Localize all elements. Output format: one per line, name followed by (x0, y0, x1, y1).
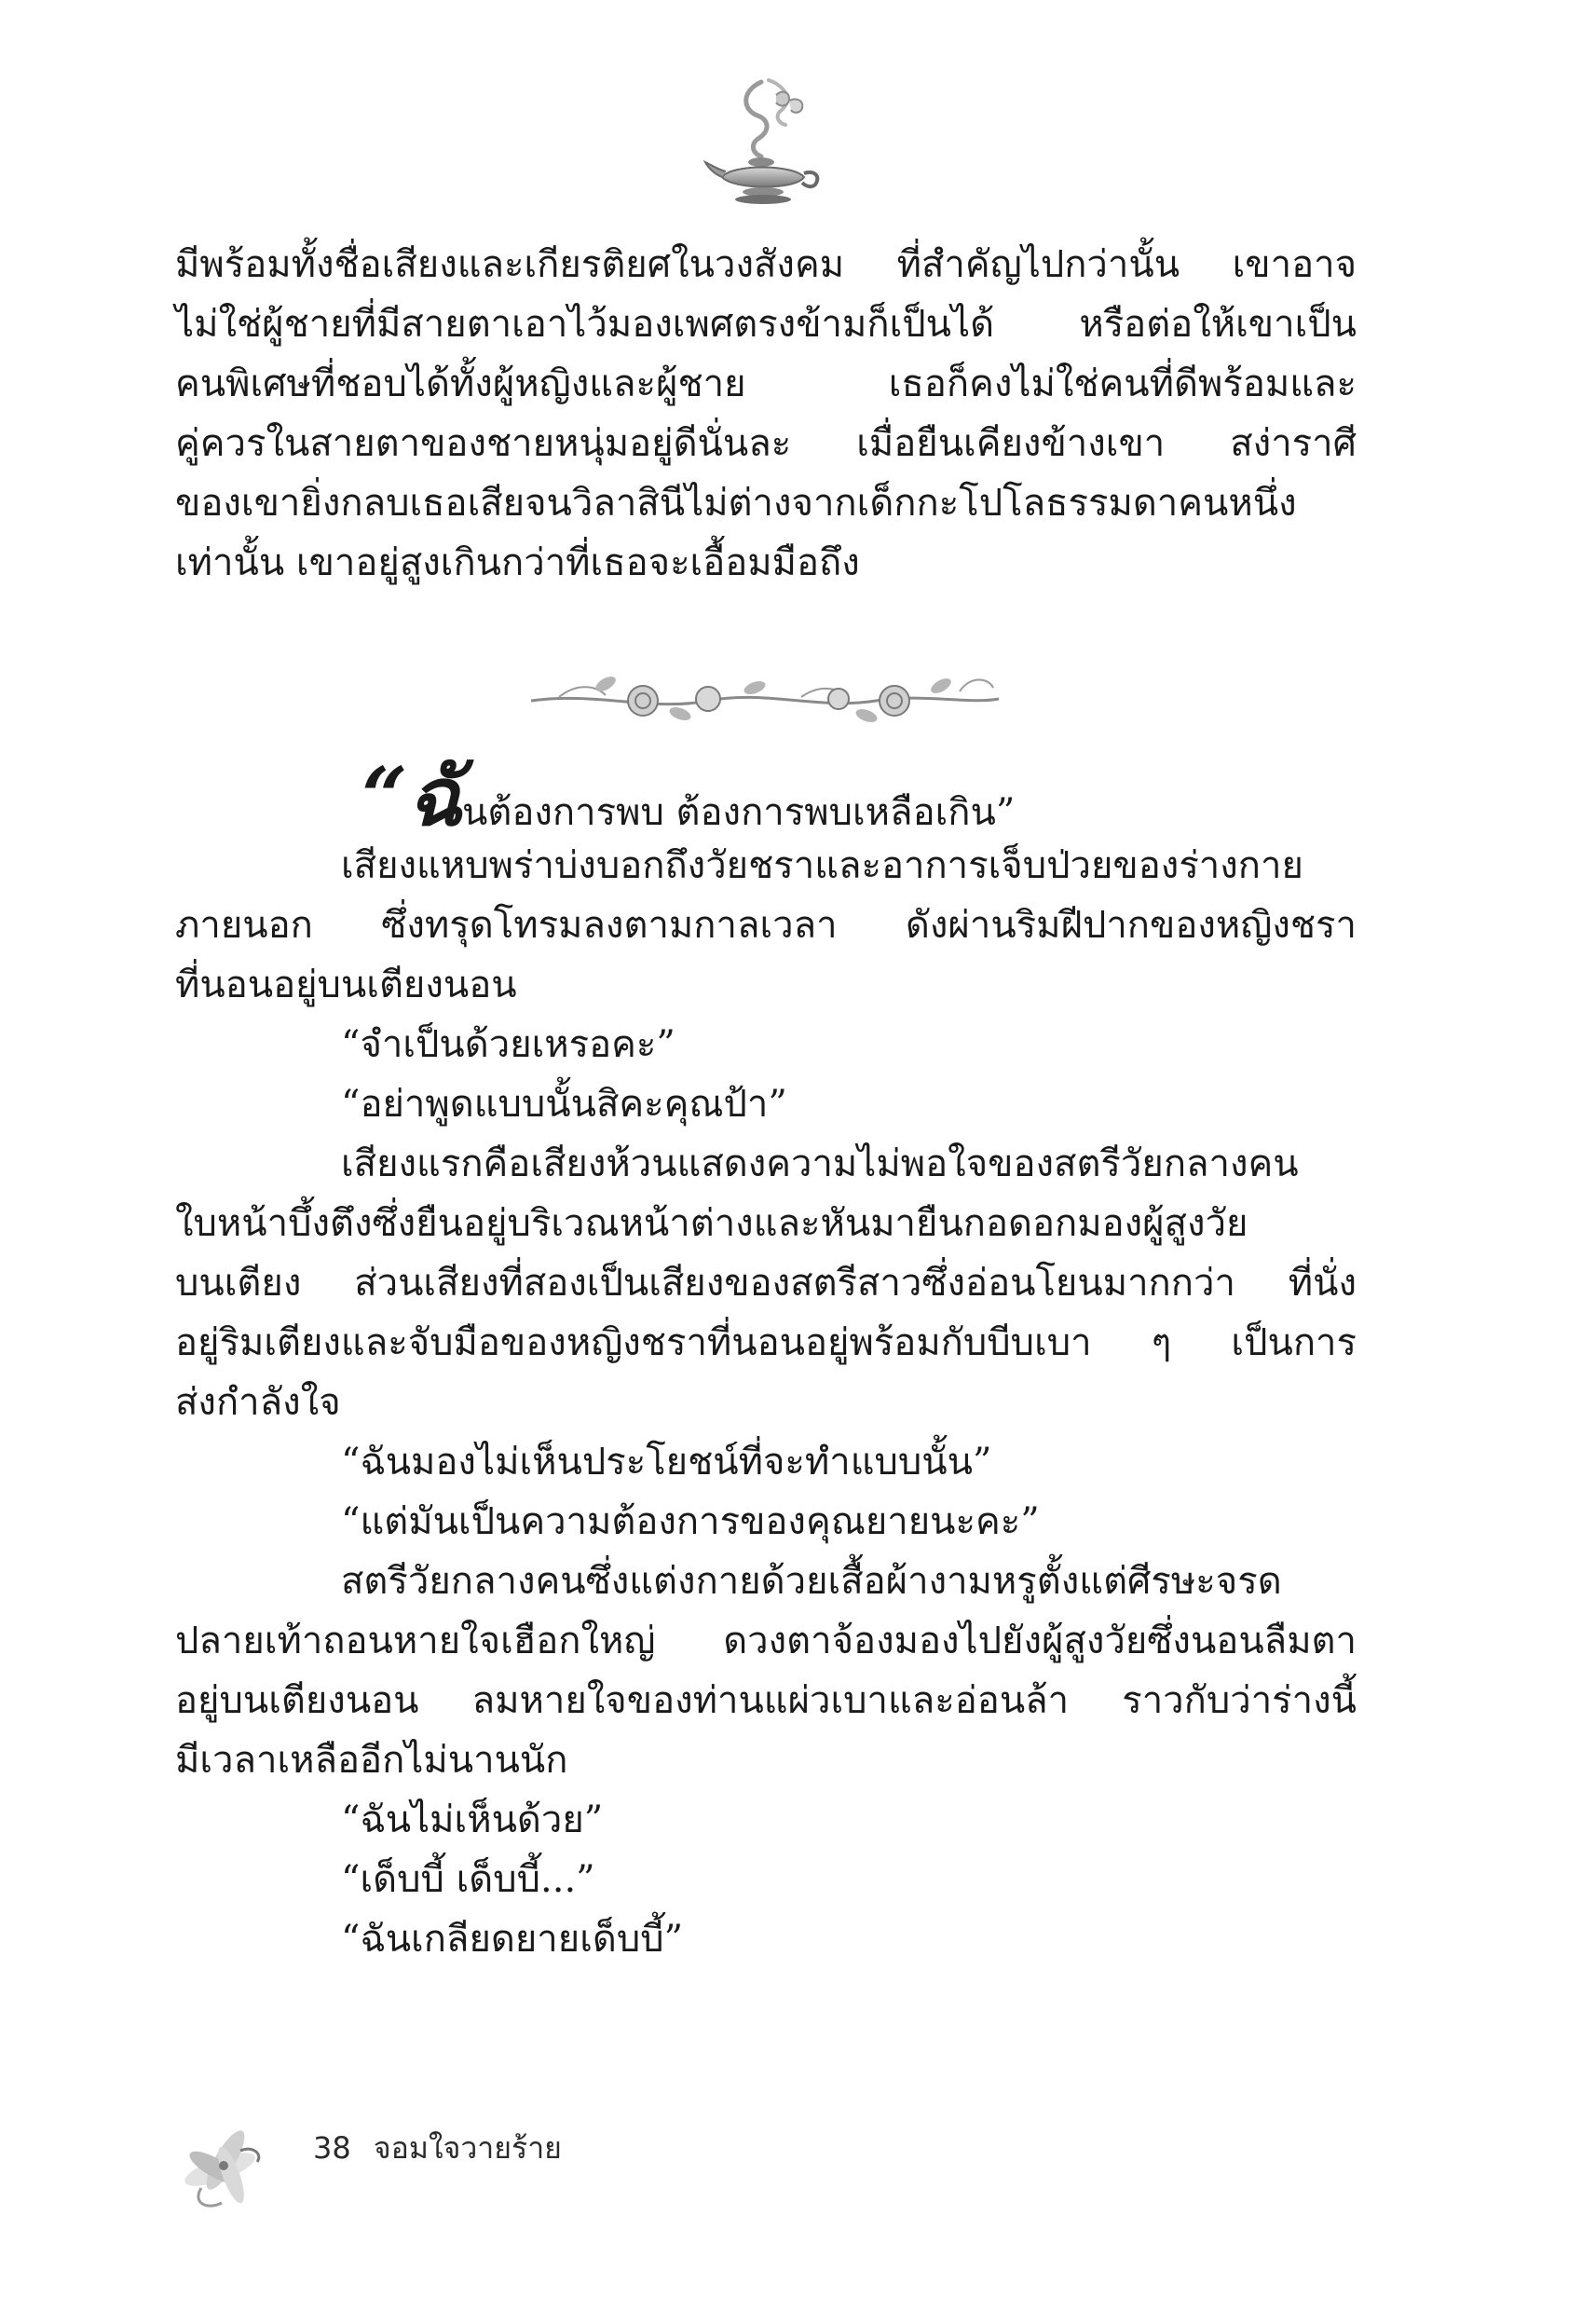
page-number: 38 (313, 2130, 351, 2166)
text-line: “จำเป็นด้วยเหรอคะ” (341, 1023, 675, 1066)
text-line: เสียงแรกคือเสียงห้วนแสดงความไม่พอใจของสตรีวัยกลางคน (341, 1142, 1299, 1185)
paragraph-continuation (175, 235, 1357, 593)
lily-flower-icon (173, 2113, 276, 2216)
text-line: เท่านั้น เขาอยู่สูงเกินกว่าที่เธอจะเอื้อมมือถึง (175, 541, 860, 584)
text-line: ที่นอนอยู่บนเตียงนอน (175, 964, 517, 1006)
text-line: อยู่ริมเตียงและจับมือของหญิงชราที่นอนอยู่พร้อมกับบีบเบา ๆ เป็นการ (175, 1321, 1357, 1364)
page-footer (313, 2125, 562, 2172)
text-line: “ฉันมองไม่เห็นประโยชน์ที่จะทำแบบนั้น” (341, 1441, 992, 1484)
genie-lamp-icon (703, 73, 825, 212)
text-line: บนเตียง ส่วนเสียงที่สองเป็นเสียงของสตรีสาวซึ่งอ่อนโยนมากกว่า ที่นั่ง (175, 1262, 1357, 1305)
text-line: ปลายเท้าถอนหายใจเฮือกใหญ่ ดวงตาจ้องมองไปยังผู้สูงวัยซึ่งนอนลืมตา (175, 1620, 1357, 1662)
main-text (175, 750, 1357, 1969)
drop-cap: “ฉั (361, 750, 463, 844)
opening-quote-text: นต้องการพบ ต้องการพบเหลือเกิน” (462, 791, 1016, 834)
text-line: คู่ควรในสายตาของชายหนุ่มอยู่ดีนั่นละ เมื่อยืนเคียงข้างเขา สง่าราศี (175, 422, 1357, 465)
text-line: คนพิเศษที่ชอบได้ทั้งผู้หญิงและผู้ชาย เธอก็คงไม่ใช่คนที่ดีพร้อมและ (175, 362, 1357, 405)
text-line: สตรีวัยกลางคนซึ่งแต่งกายด้วยเสื้อผ้างามหรูตั้งแต่ศีรษะจรด (341, 1560, 1282, 1603)
text-line: “ฉันไม่เห็นด้วย” (341, 1798, 604, 1841)
text-line: ส่งกำลังใจ (175, 1381, 341, 1424)
text-line: มีพร้อมทั้งชื่อเสียงและเกียรติยศในวงสังคม ที่สำคัญไปกว่านั้น เขาอาจ (175, 243, 1357, 286)
text-line: มีเวลาเหลืออีกไม่นานนัก (175, 1739, 568, 1782)
opening-quote-line (175, 750, 1357, 844)
text-line: “ฉันเกลียดยายเด็บบี้” (341, 1918, 684, 1961)
text-line: อยู่บนเตียงนอน ลมหายใจของท่านแผ่วเบาและอ่อนล้า ราวกับว่าร่างนี้ (175, 1679, 1357, 1722)
text-lines (175, 836, 1357, 1969)
book-title: จอมใจวายร้าย (373, 2130, 562, 2166)
text-line: ใบหน้าบึ้งตึงซึ่งยืนอยู่บริเวณหน้าต่างและหันมายืนกอดอกมองผู้สูงวัย (175, 1202, 1248, 1245)
text-line: “อย่าพูดแบบนั้นสิคะคุณป้า” (341, 1083, 787, 1126)
text-line: ของเขายิ่งกลบเธอเสียจนวิลาสินีไม่ต่างจากเด็กกะโปโลธรรมดาคนหนึ่ง (175, 482, 1297, 525)
text-line: ไม่ใช่ผู้ชายที่มีสายตาเอาไว้มองเพศตรงข้ามก็เป็นได้ หรือต่อให้เขาเป็น (175, 303, 1357, 346)
text-line: ภายนอก ซึ่งทรุดโทรมลงตามกาลเวลา ดังผ่านริมฝีปากของหญิงชรา (175, 904, 1357, 947)
text-line: “แต่มันเป็นความต้องการของคุณยายนะคะ” (341, 1500, 1040, 1543)
rose-vine-divider-icon (522, 663, 1006, 729)
text-line: “เด็บบี้ เด็บบี้...” (341, 1858, 595, 1901)
text-line: เสียงแหบพร่าบ่งบอกถึงวัยชราและอาการเจ็บป่วยของร่างกาย (341, 844, 1303, 887)
